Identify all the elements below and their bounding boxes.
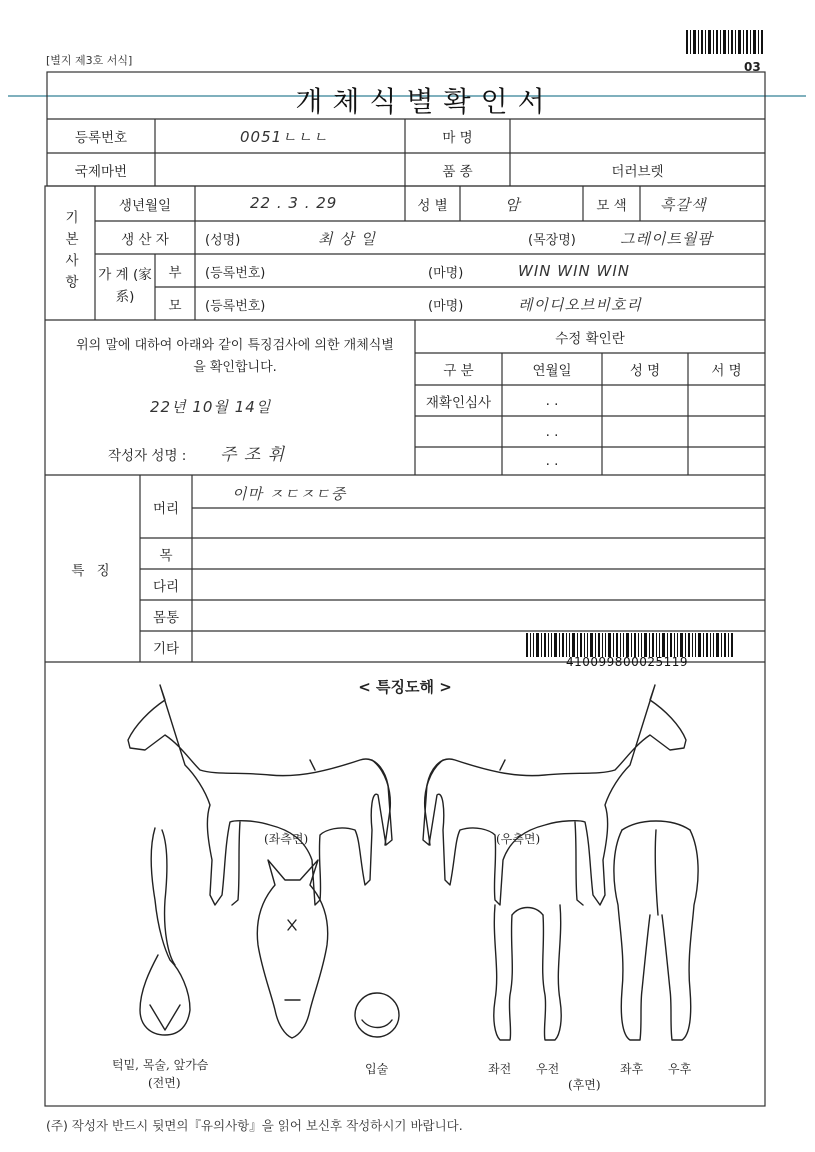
sire-name: WIN WIN WIN (518, 262, 630, 280)
basic-info-label: 기본사항 (62, 210, 78, 296)
diagram-title: < 특징도해 > (358, 678, 452, 696)
dam-label: 모 (168, 297, 182, 314)
footer-note: (주) 작성자 반드시 뒷면의『유의사항』을 읽어 보신후 작성하시기 바랍니다. (46, 1118, 463, 1133)
dam-name: 레이디오브비호리 (518, 296, 642, 314)
revision-header-sign: 서 명 (711, 363, 742, 379)
reg-no-value: 0051ㄴㄴㄴ (240, 128, 329, 146)
color-value: 흑갈색 (660, 196, 707, 214)
rear-view-drawing (614, 821, 698, 1040)
sex-label: 성 별 (417, 197, 448, 214)
intl-no-label: 국제마번 (74, 163, 128, 180)
chest-caption: 턱밑, 목술, 앞가슴 (112, 1058, 209, 1072)
revision-row-date: . . (545, 423, 559, 440)
revision-row-date: . . (545, 392, 559, 409)
birth-value: 22 . 3 . 29 (250, 194, 338, 212)
breed-label: 품 종 (442, 163, 473, 180)
revision-row-date: . . (545, 453, 559, 469)
signer-value: 주 조 휘 (220, 445, 286, 465)
lineage-label: 가 계 (家系) (98, 267, 152, 305)
page-number: 03 (744, 60, 761, 74)
revision-header-type: 구 분 (443, 363, 474, 379)
breed-value: 더러브렛 (611, 163, 664, 180)
left-hind-caption: 좌후 (620, 1062, 644, 1076)
confirmation-statement: 위의 말에 대하여 아래와 같이 특징검사에 의한 개체식별을 확인합니다. (76, 338, 394, 375)
left-front-caption: 좌전 (488, 1062, 512, 1076)
lips-drawing (355, 993, 399, 1037)
feature-other-label: 기타 (152, 640, 180, 657)
color-label: 모 색 (596, 197, 627, 214)
feature-legs-label: 다리 (152, 578, 180, 595)
birth-label: 생년월일 (118, 197, 172, 214)
revision-header-date: 연월일 (532, 363, 572, 379)
feature-head-value: 이마 ㅈㄷㅈㄷ중 (232, 485, 347, 503)
signer-label: 작성자 성명 : (108, 448, 187, 464)
farm-name-sub: (목장명) (528, 233, 576, 248)
lips-caption: 입술 (365, 1062, 389, 1076)
feature-body-label: 몸통 (152, 609, 180, 626)
rear-caption: (후면) (568, 1078, 601, 1092)
reg-no-label: 등록번호 (74, 130, 128, 146)
head-front-drawing (257, 860, 327, 1038)
front-legs-drawing (494, 905, 561, 1040)
revision-header-name: 성 명 (629, 363, 661, 379)
page-title: 개체식별확인서 (295, 85, 555, 118)
right-front-caption: 우전 (536, 1062, 560, 1076)
producer-name: 최 상 일 (318, 230, 377, 248)
features-label: 특 징 (71, 562, 114, 579)
sire-reg-sub: (등록번호) (205, 266, 266, 281)
left-side-caption: (좌측면) (264, 832, 309, 846)
sire-label: 부 (168, 264, 182, 281)
farm-name: 그레이트월팜 (620, 230, 713, 248)
horse-name-label: 마 명 (442, 130, 473, 146)
sire-name-sub: (마명) (428, 266, 464, 281)
sample-barcode-number: 410099800025119 (566, 655, 689, 669)
confirmation-date: 22년 10월 14일 (150, 398, 272, 416)
revision-row-type: 재확인심사 (425, 394, 492, 411)
dam-name-sub: (마명) (428, 299, 464, 314)
dam-reg-sub: (등록번호) (205, 299, 266, 314)
producer-label: 생 산 자 (121, 231, 169, 248)
sex-value: 암 (505, 196, 521, 214)
left-side-horse-drawing (128, 685, 392, 905)
form-id: [별지 제3호 서식] (46, 54, 133, 67)
front-caption: (전면) (148, 1076, 181, 1090)
feature-neck-label: 목 (159, 547, 173, 564)
revision-title: 수정 확인란 (555, 330, 625, 347)
producer-name-sub: (성명) (205, 233, 241, 248)
right-side-caption: (우측면) (496, 832, 541, 846)
feature-head-label: 머리 (152, 500, 180, 517)
right-side-horse-drawing (423, 685, 686, 905)
right-hind-caption: 우후 (668, 1062, 692, 1076)
front-chest-drawing (140, 828, 190, 1035)
